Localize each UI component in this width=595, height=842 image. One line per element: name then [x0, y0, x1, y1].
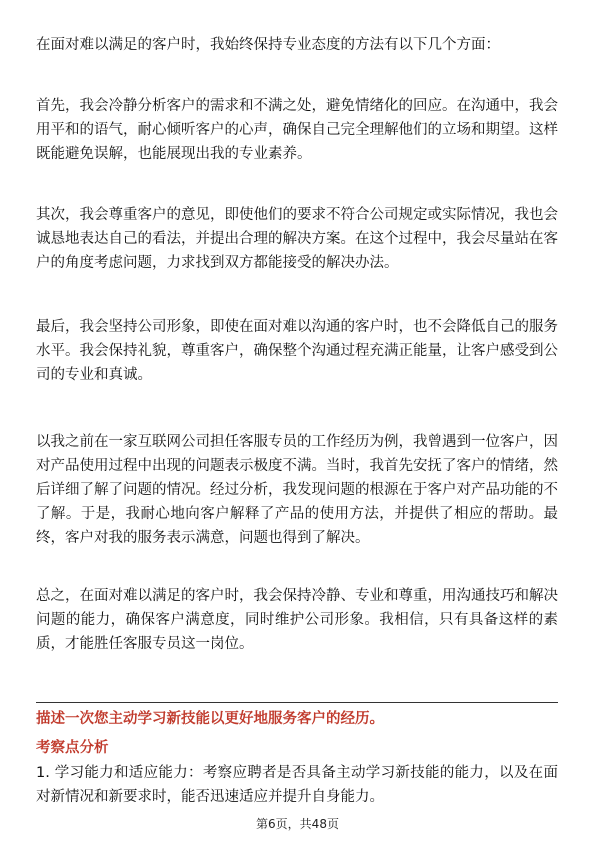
intro-paragraph: 在面对难以满足的客户时，我始终保持专业态度的方法有以下几个方面： — [36, 37, 500, 53]
question-heading: 描述一次您主动学习新技能以更好地服务客户的经历。 — [36, 711, 384, 727]
third-point-paragraph: 最后，我会坚持公司形象，即使在面对难以沟通的客户时，也不会降低自己的服务水平。我会保持礼貌，尊重客户，确保整个沟通过程充满正能量，让客户感受到公司的专业和真诚。 — [36, 319, 558, 383]
conclusion-paragraph: 总之，在面对难以满足的客户时，我会保持冷静、专业和尊重，用沟通技巧和解决问题的能力，确保客户满意度，同时维护公司形象。我相信，只有具备这样的素质，才能胜任客服专员这一岗位。 — [36, 588, 558, 652]
analysis-heading: 考察点分析 — [36, 740, 109, 756]
example-paragraph: 以我之前在一家互联网公司担任客服专员的工作经历为例，我曾遇到一位客户，因对产品使用过程中出现的问题表示极度不满。当时，我首先安抚了客户的情绪，然后详细了解了问题的情况。经过分析，我发现问题的根源在于客户对产品功能的不了解。于是，我耐心地向客户解释了产品的使用方法，并提供了相应的帮助。最终，客户对我的服务表示满意，问题也得到了解决。 — [36, 434, 558, 546]
analysis-item: 1. 学习能力和适应能力：考察应聘者是否具备主动学习新技能的能力，以及在面对新情况和新要求时，能否迅速适应并提升自身能力。 — [36, 765, 558, 805]
section-divider — [36, 702, 558, 703]
second-point-paragraph: 其次，我会尊重客户的意见，即使他们的要求不符合公司规定或实际情况，我也会诚恳地表达自己的看法，并提出合理的解决方案。在这个过程中，我会尽量站在客户的角度考虑问题，力求找到双方都能接受的解决办法。 — [36, 207, 558, 271]
first-point-paragraph: 首先，我会冷静分析客户的需求和不满之处，避免情绪化的回应。在沟通中，我会用平和的语气，耐心倾听客户的心声，确保自己完全理解他们的立场和期望。这样既能避免误解，也能展现出我的专业素养。 — [36, 98, 558, 162]
page-number: 第6页，共48页 — [256, 817, 339, 831]
